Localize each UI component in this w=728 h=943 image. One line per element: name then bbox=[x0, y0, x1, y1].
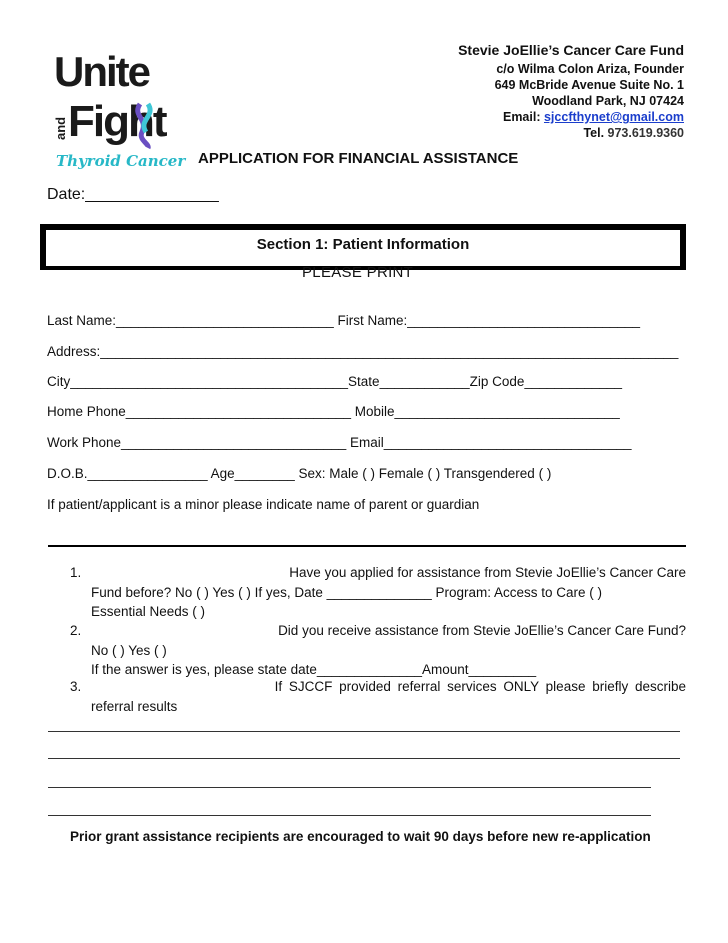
reapplication-note: Prior grant assistance recipients are encouraged to wait 90 days before new re-application bbox=[70, 829, 651, 844]
question-1-options-cont[interactable]: Essential Needs ( ) bbox=[91, 604, 206, 619]
email-link[interactable]: sjccfthynet@gmail.com bbox=[543, 110, 684, 124]
question-2 bbox=[91, 621, 686, 680]
org-care-of: c/o Wilma Colon Ariza, Founder bbox=[496, 62, 684, 76]
logo-tagline: Thyroid Cancer bbox=[56, 152, 186, 170]
question-1 bbox=[91, 563, 686, 622]
section-divider bbox=[48, 545, 686, 547]
please-print-note: PLEASE PRINT bbox=[302, 264, 414, 281]
email-label: Email: bbox=[502, 110, 541, 124]
org-city: Woodland Park, NJ 07424 bbox=[532, 94, 684, 108]
answer-line[interactable] bbox=[48, 758, 680, 759]
section-title: Section 1: Patient Information bbox=[256, 236, 470, 253]
work-phone-email-line[interactable]: Work Phone______________________________ Email_________________________________ bbox=[47, 435, 632, 450]
question-3 bbox=[91, 677, 686, 716]
unite-and-fight-logo bbox=[52, 48, 187, 172]
answer-line[interactable] bbox=[48, 815, 651, 816]
logo-unite-text: Unite bbox=[54, 48, 149, 95]
question-3-prompt: referral results bbox=[91, 698, 178, 714]
name-fields-line[interactable]: Last Name:_____________________________ First Name:_______________________________ bbox=[47, 313, 641, 328]
dob-age-sex-line[interactable]: D.O.B.________________ Age________ Sex: Male ( ) Female ( ) Transgendered ( ) bbox=[47, 466, 552, 481]
question-number: 3. bbox=[70, 679, 82, 694]
form-title: APPLICATION FOR FINANCIAL ASSISTANCE bbox=[198, 150, 519, 167]
question-2-date-amount[interactable]: If the answer is yes, please state date______________Amount_________ bbox=[91, 662, 537, 677]
question-2-lead: Did you receive assistance from Stevie JoEllie’s Cancer Care Fund? bbox=[278, 623, 686, 638]
org-street: 649 McBride Avenue Suite No. 1 bbox=[494, 78, 684, 92]
date-field[interactable]: Date:_______________ bbox=[47, 186, 219, 203]
address-field-line[interactable]: Address:_____________________________________________________________________________ bbox=[47, 344, 679, 359]
answer-line[interactable] bbox=[48, 731, 680, 732]
org-tel-line bbox=[583, 126, 684, 140]
answer-line[interactable] bbox=[48, 787, 651, 788]
question-number: 2. bbox=[70, 623, 82, 638]
phone-mobile-line[interactable]: Home Phone______________________________ Mobile______________________________ bbox=[47, 404, 620, 419]
minor-guardian-prompt: If patient/applicant is a minor please indicate name of parent or guardian bbox=[47, 497, 480, 512]
question-1-options[interactable]: Fund before? No ( ) Yes ( ) If yes, Date ______________ Program: Access to Care ( ) bbox=[91, 584, 603, 600]
city-state-zip-line[interactable]: City_____________________________________State____________Zip Code_____________ bbox=[47, 374, 623, 389]
tel-label: Tel. bbox=[583, 126, 605, 140]
org-name: Stevie JoEllie’s Cancer Care Fund bbox=[458, 42, 684, 58]
question-number: 1. bbox=[70, 565, 82, 580]
org-email-line bbox=[503, 110, 684, 124]
question-2-options[interactable]: No ( ) Yes ( ) bbox=[91, 642, 167, 658]
question-3-lead: If SJCCF provided referral services ONLY please briefly describe bbox=[274, 679, 686, 694]
question-1-lead: Have you applied for assistance from Stevie JoEllie’s Cancer Care bbox=[289, 565, 686, 580]
tel-number: 973.619.9360 bbox=[607, 126, 684, 140]
logo-and-text: and bbox=[53, 116, 68, 140]
logo-fight-text: Fight bbox=[68, 97, 166, 146]
